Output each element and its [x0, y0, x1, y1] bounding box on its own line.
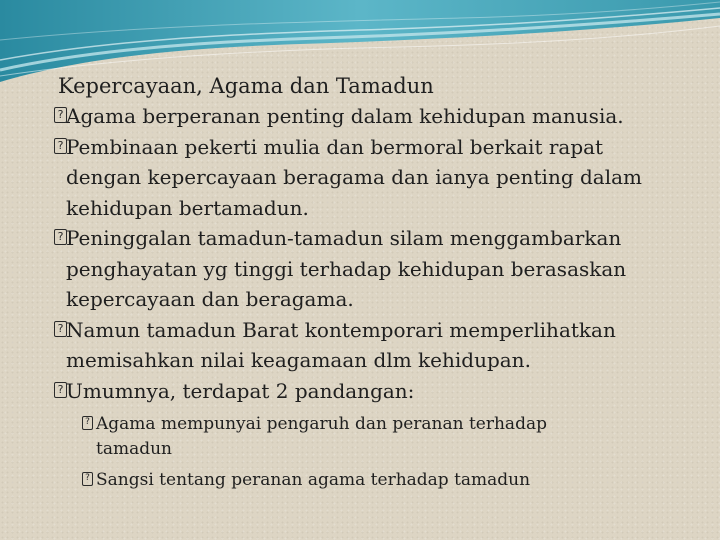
slide-title: Kepercayaan, Agama dan Tamadun [58, 74, 434, 98]
bullet-marker-icon: ? [54, 321, 67, 337]
bullet-line: Umumnya, terdapat 2 pandangan: [66, 378, 415, 403]
slide-content [58, 71, 708, 493]
bullet-5 [58, 376, 708, 407]
sub-bullet-marker-icon: ? [82, 472, 93, 486]
sub-bullet-line: Sangsi tentang peranan agama terhadap tamadun [96, 470, 531, 490]
sub-bullet-line: Agama mempunyai pengaruh dan peranan terhadap [96, 414, 547, 434]
bullet-line: Agama berperanan penting dalam kehidupan manusia. [66, 104, 624, 128]
bullet-line: penghayatan yg tinggi terhadap kehidupan berasaskan [66, 256, 627, 281]
bullet-line: kepercayaan dan beragama. [66, 287, 354, 311]
bullet-1 [58, 101, 708, 132]
bullet-marker-icon: ? [54, 138, 67, 154]
bullet-3 [58, 223, 708, 315]
bullet-line: Namun tamadun Barat kontemporari memperlihatkan [66, 317, 616, 342]
bullet-line: Peninggalan tamadun-tamadun silam menggambarkan [66, 226, 622, 250]
bullet-4 [58, 315, 708, 376]
sub-bullet-marker-icon: ? [82, 416, 93, 430]
bullet-line: Pembinaan pekerti mulia dan bermoral berkait rapat [66, 134, 604, 159]
bullet-marker-icon: ? [54, 107, 67, 123]
bullet-line: memisahkan nilai keagamaan dlm kehidupan. [66, 348, 531, 372]
sub-bullet-1 [58, 412, 708, 462]
sub-bullet-line: tamadun [96, 439, 173, 459]
bullet-marker-icon: ? [54, 382, 67, 398]
bullet-line: kehidupan bertamadun. [66, 195, 309, 220]
bullet-marker-icon: ? [54, 229, 67, 245]
bullet-2 [58, 132, 708, 224]
bullet-line: dengan kepercayaan beragama dan ianya penting dalam [66, 165, 642, 189]
sub-bullet-2 [58, 468, 708, 493]
